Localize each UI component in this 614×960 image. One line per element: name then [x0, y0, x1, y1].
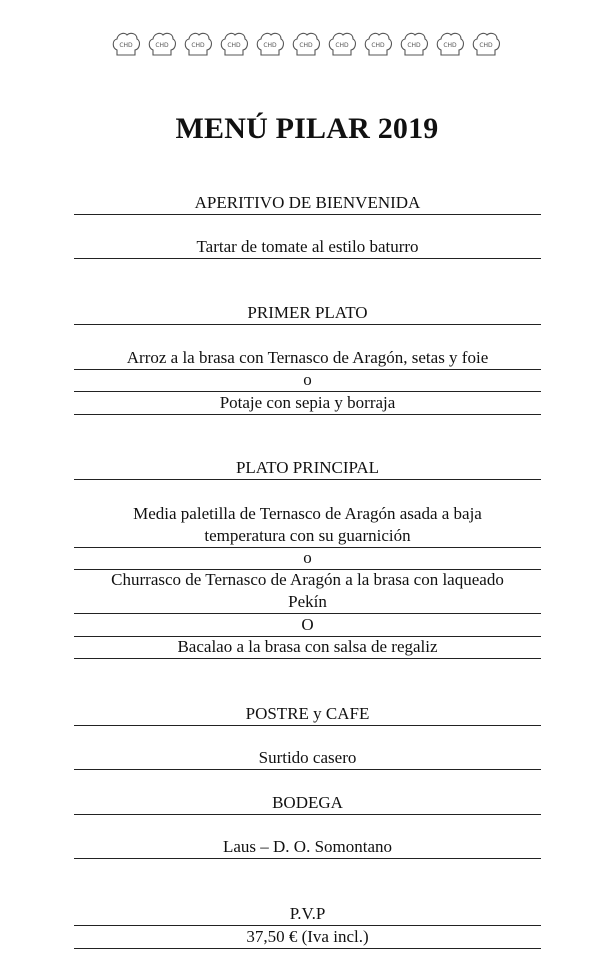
svg-text:CHD: CHD [191, 42, 205, 49]
chef-hat-logo-icon [363, 30, 393, 58]
menu-item-primer-2: Potaje con sepia y borraja [74, 392, 541, 415]
section-header-plato-principal: PLATO PRINCIPAL [74, 457, 541, 480]
separator-or: o [74, 369, 541, 392]
price: 37,50 € (Iva incl.) [74, 926, 541, 949]
menu-item-principal-3: Bacalao a la brasa con salsa de regaliz [74, 636, 541, 659]
svg-text:CHD: CHD [407, 42, 421, 49]
menu-item-aperitivo: Tartar de tomate al estilo baturro [74, 236, 541, 259]
svg-text:CHD: CHD [263, 42, 277, 49]
menu-item-bodega: Laus – D. O. Somontano [74, 836, 541, 859]
svg-text:CHD: CHD [371, 42, 385, 49]
menu-item-principal-2-line-1: Churrasco de Ternasco de Aragón a la brasa con laqueado [111, 570, 504, 589]
menu-item-primer-1: Arroz a la brasa con Ternasco de Aragón, setas y foie [74, 347, 541, 370]
menu-item-postre: Surtido casero [74, 747, 541, 770]
chef-hat-logo-icon [183, 30, 213, 58]
chef-hat-logo-icon [111, 30, 141, 58]
menu-item-principal-2-line-2: Pekín [74, 591, 541, 614]
chef-hat-logo-icon [291, 30, 321, 58]
logo-row [111, 30, 503, 60]
menu-title: MENÚ PILAR 2019 [175, 112, 439, 145]
svg-text:CHD: CHD [335, 42, 349, 49]
section-header-postre: POSTRE y CAFE [74, 703, 541, 726]
svg-text:CHD: CHD [119, 42, 133, 49]
section-header-pvp: P.V.P [74, 903, 541, 926]
separator-or: o [74, 547, 541, 570]
chef-hat-logo-icon [327, 30, 357, 58]
svg-text:CHD: CHD [155, 42, 169, 49]
chef-hat-logo-icon [147, 30, 177, 58]
chef-hat-logo-icon [435, 30, 465, 58]
chef-hat-logo-icon [255, 30, 285, 58]
svg-text:CHD: CHD [479, 42, 493, 49]
menu-item-principal-1-line-1: Media paletilla de Ternasco de Aragón asada a baja [133, 504, 482, 523]
svg-text:CHD: CHD [443, 42, 457, 49]
section-header-aperitivo: APERITIVO DE BIENVENIDA [74, 192, 541, 215]
separator-or: O [74, 614, 541, 637]
section-header-bodega: BODEGA [74, 792, 541, 815]
section-header-primer-plato: PRIMER PLATO [74, 302, 541, 325]
chef-hat-logo-icon [219, 30, 249, 58]
menu-item-principal-1-line-2: temperatura con su guarnición [74, 525, 541, 548]
chef-hat-logo-icon [471, 30, 501, 58]
svg-text:CHD: CHD [299, 42, 313, 49]
svg-text:CHD: CHD [227, 42, 241, 49]
chef-hat-logo-icon [399, 30, 429, 58]
